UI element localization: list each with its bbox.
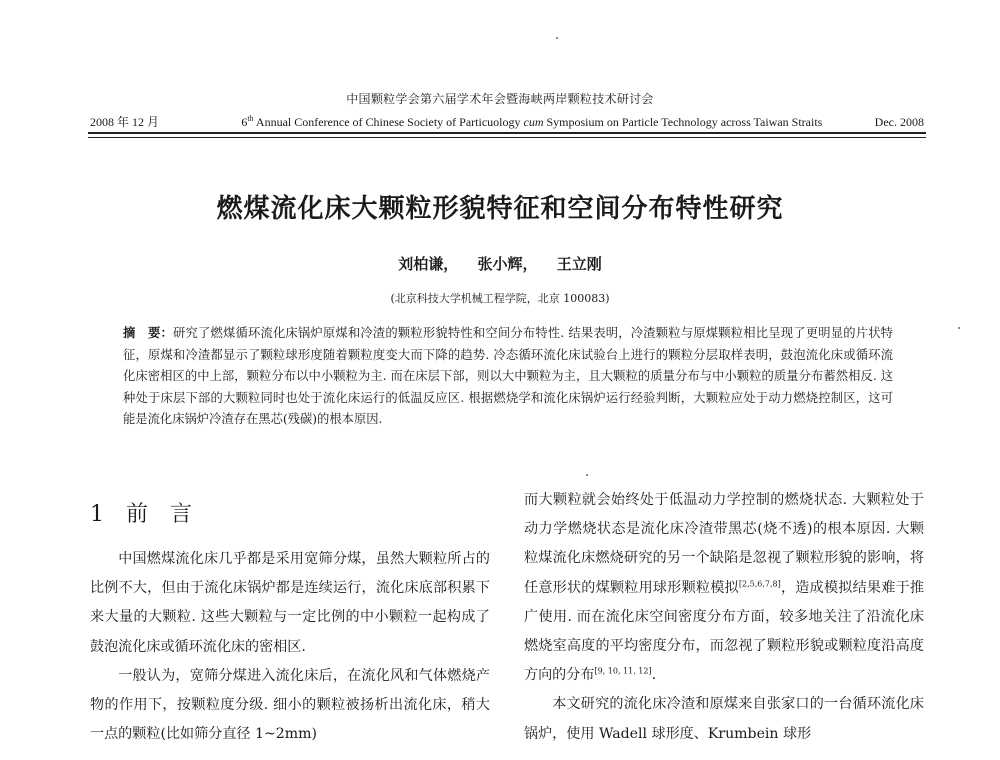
abstract (123, 323, 893, 431)
scan-speck (556, 37, 558, 39)
body-paragraph: 本文研究的流化床冷渣和原煤来自张家口的一台循环流化床锅炉，使用 Wadell 球形度、Krumbein 球形 (524, 696, 924, 742)
abstract-label: 摘 要： (123, 326, 173, 340)
citation: [9, 10, 11, 12] (594, 666, 652, 676)
paper-authors: 刘柏谦， 张小辉， 王立刚 (398, 255, 602, 273)
paper-title: 燃煤流化床大颗粒形貌特征和空间分布特性研究 (216, 194, 784, 224)
running-header (90, 112, 924, 130)
body-paragraph: 而大颗粒就会始终处于低温动力学控制的燃烧状态. 大颗粒处于动力学燃烧状态是流化床冷渣带黑芯(烧不透)的根本原因. 大颗粒煤流化床燃烧研究的另一个缺陷是忽视了颗粒形貌的影响，将任意形状的煤颗粒用球形颗粒模拟[2,5,6,7,8]，造成模拟结果难于推广使用. 而在流化床空间密度分布方面，较多地关注了沿流化床燃烧室高度的平均密度分布，而忽视了颗粒形貌或颗粒度沿高度方向的分布[9, 10, 11, 12]. (524, 492, 924, 684)
citation: [2,5,6,7,8] (738, 578, 781, 588)
author-affiliation: (北京科技大学机械工程学院，北京 100083) (390, 292, 610, 305)
conference-title-english: 6th Annual Conference of Chinese Society of Particuology cum Symposium on Particle Technology across Taiwan Straits (241, 114, 823, 129)
left-column (90, 545, 490, 749)
header-rule-thick (88, 132, 926, 134)
section-heading: 1 前 言 (90, 502, 192, 527)
body-paragraph: 一般认为，宽筛分煤进入流化床后，在流化风和气体燃烧产物的作用下，按颗粒度分级. 细小的颗粒被扬析出流化床，稍大一点的颗粒(比如筛分直径 1~2mm) (90, 667, 490, 743)
right-column (524, 486, 924, 749)
header-date-english: Dec. 2008 (874, 115, 924, 129)
abstract-text: 研究了燃煤循环流化床锅炉原煤和冷渣的颗粒形貌特性和空间分布特性. 结果表明，冷渣颗粒与原煤颗粒相比呈现了更明显的片状特征，原煤和冷渣都显示了颗粒球形度随着颗粒度变大而下降的趋势. 冷态循环流化床试验台上进行的颗粒分层取样表明，鼓泡流化床或循环流化床密相区的中上部，颗粒分布以中小颗粒为主. 而在床层下部，则以大中颗粒为主，且大颗粒的质量分布与中小颗粒的质量分布蓄然相反. 这种处于床层下部的大颗粒同时也处于流化床运行的低温反应区. 根据燃烧学和流化床锅炉运行经验判断，大颗粒应处于动力燃烧控制区，这可能是流化床锅炉冷渣存在黑芯(残碳)的根本原因. (123, 326, 893, 426)
body-paragraph: 中国燃煤流化床几乎都是采用宽筛分煤，虽然大颗粒所占的比例不大，但由于流化床锅炉都是连续运行，流化床底部积累下来大量的大颗粒. 这些大颗粒与一定比例的中小颗粒一起构成了鼓泡流化床或循环流化床的密相区. (90, 551, 490, 655)
scan-speck (958, 327, 960, 329)
scan-speck (586, 474, 588, 476)
header-rule-thin (88, 137, 926, 138)
conference-title-chinese: 中国颗粒学会第六届学术年会暨海峡两岸颗粒技术研讨会 (346, 92, 654, 106)
header-date-chinese: 2008 年 12 月 (90, 115, 160, 129)
